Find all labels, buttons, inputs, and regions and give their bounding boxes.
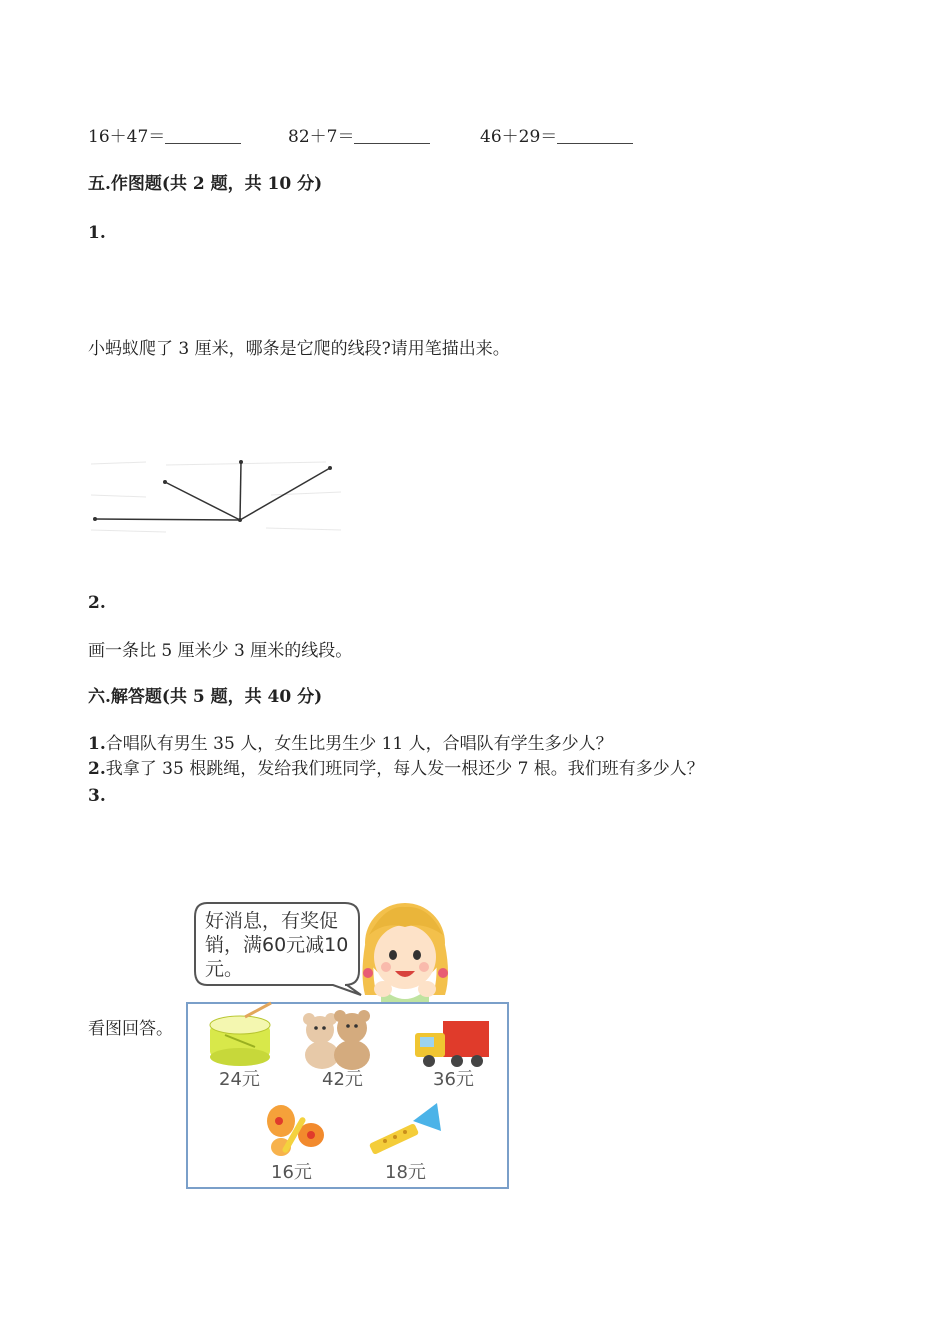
price-trumpet: 18元	[385, 1162, 426, 1183]
segment-right-slant[interactable]	[240, 468, 330, 520]
section6-q1-text: 合唱队有男生 35 人，女生比男生少 11 人，合唱队有学生多少人？	[105, 734, 613, 754]
section6-heading: 六.解答题(共 5 题，共 40 分)	[88, 687, 323, 707]
promotion-picture	[185, 895, 515, 1195]
section5-heading: 五.作图题(共 2 题，共 10 分)	[88, 174, 323, 194]
line-segments-figure[interactable]	[86, 450, 356, 545]
price-teddy-bears: 42元	[322, 1069, 363, 1090]
answer-blank[interactable]	[354, 127, 430, 144]
bubble-line-3: 元。	[205, 958, 244, 980]
section6-q3-number: 3.	[88, 786, 106, 806]
section6-q2	[88, 758, 704, 780]
segment-vertical[interactable]	[240, 462, 241, 520]
section6-q2-number: 2.	[88, 759, 106, 779]
faint-background-scan	[91, 462, 341, 532]
bubble-line-2: 销，满60元减10	[205, 934, 349, 956]
segment-horizontal[interactable]	[95, 519, 240, 520]
section6-q2-text: 我拿了 35 根跳绳，发给我们班同学，每人发一根还少 7 根。我们班有多少人？	[105, 759, 704, 779]
price-drum: 24元	[219, 1069, 260, 1090]
section5-q1-number: 1.	[88, 223, 106, 243]
price-butterfly: 16元	[271, 1162, 312, 1183]
section5-q2-number: 2.	[88, 593, 106, 613]
arith-q1-text: 16＋47＝	[88, 127, 166, 147]
arith-q2	[288, 126, 430, 148]
section5-q2-text: 画一条比 5 厘米少 3 厘米的线段。	[88, 641, 353, 661]
section5-q1-text: 小蚂蚁爬了 3 厘米，哪条是它爬的线段?请用笔描出来。	[88, 339, 510, 359]
girl-cartoon-icon	[363, 903, 449, 1005]
answer-blank[interactable]	[557, 127, 633, 144]
speech-bubble	[195, 903, 361, 995]
segment-left-slant[interactable]	[165, 482, 240, 520]
answer-blank[interactable]	[165, 127, 241, 144]
section6-q1-number: 1.	[88, 734, 106, 754]
arith-q3	[480, 126, 633, 148]
price-truck: 36元	[433, 1069, 474, 1090]
bubble-line-1: 好消息，有奖促	[205, 910, 339, 932]
section6-q1	[88, 733, 613, 755]
section6-q3-text: 看图回答。	[88, 1019, 173, 1039]
arith-q3-text: 46＋29＝	[480, 127, 558, 147]
arith-q1	[88, 126, 241, 148]
arith-q2-text: 82＋7＝	[288, 127, 355, 147]
